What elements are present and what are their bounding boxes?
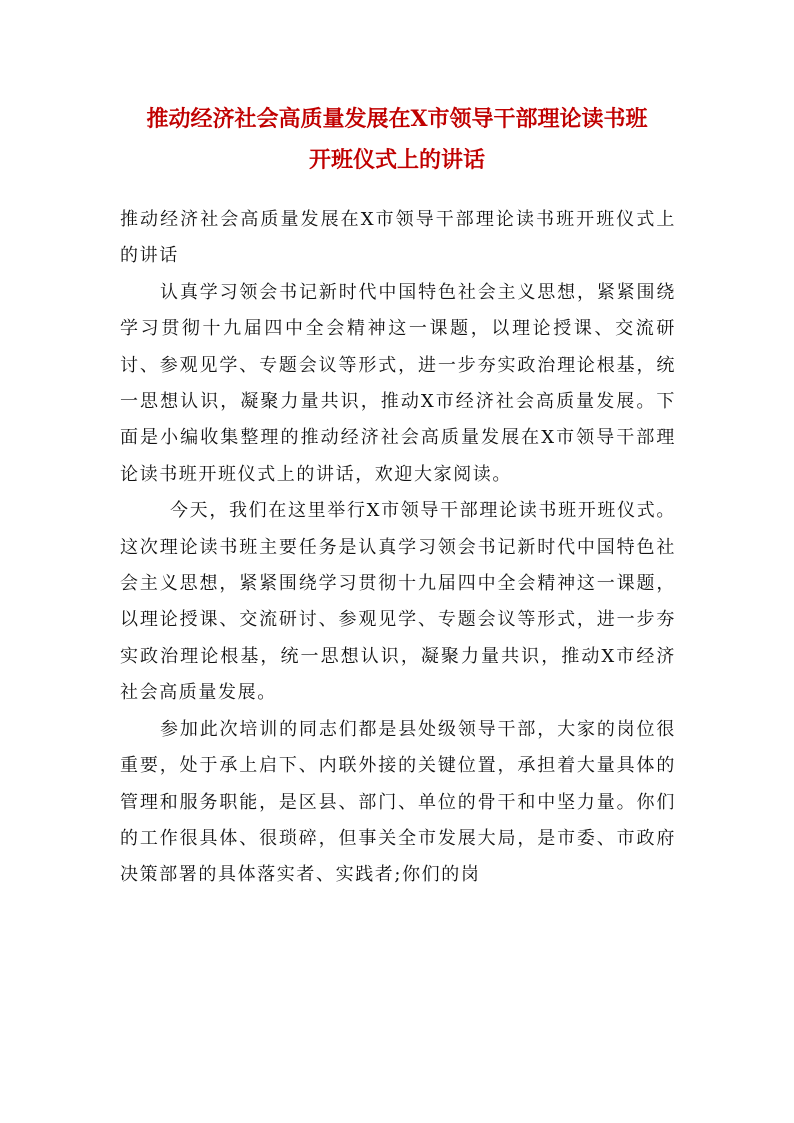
document-body <box>120 202 676 894</box>
document-title-line-1: 推动经济社会高质量发展在X市领导干部理论读书班 <box>146 106 648 132</box>
paragraph-intro: 认真学习领会书记新时代中国特色社会主义思想，紧紧围绕学习贯彻十九届四中全会精神这一课题，以理论授课、交流研讨、参观见学、专题会议等形式，进一步夯实政治理论根基，统一思想认识，凝聚力量共识，推动X市经济社会高质量发展。下面是小编收集整理的推动经济社会高质量发展在X市领导干部理论读书班开班仪式上的讲话，欢迎大家阅读。 <box>120 281 676 485</box>
paragraph-subtitle: 推动经济社会高质量发展在X市领导干部理论读书班开班仪式上的讲话 <box>120 209 676 267</box>
document-title-line-2: 开班仪式上的讲话 <box>308 147 485 173</box>
paragraph-opening: 今天，我们在这里举行X市领导干部理论读书班开班仪式。这次理论读书班主要任务是认真学习领会书记新时代中国特色社会主义思想，紧紧围绕学习贯彻十九届四中全会精神这一课题，以理论授课、交流研讨、参观见学、专题会议等形式，进一步夯实政治理论根基，统一思想认识，凝聚力量共识，推动X市经济社会高质量发展。 <box>120 500 676 704</box>
paragraph-participants: 参加此次培训的同志们都是县处级领导干部，大家的岗位很重要，处于承上启下、内联外接的关键位置，承担着大量具体的管理和服务职能，是区县、部门、单位的骨干和中坚力量。你们的工作很具体、很琐碎，但事关全市发展大局，是市委、市政府决策部署的具体落实者、实践者;你们的岗 <box>120 718 676 886</box>
